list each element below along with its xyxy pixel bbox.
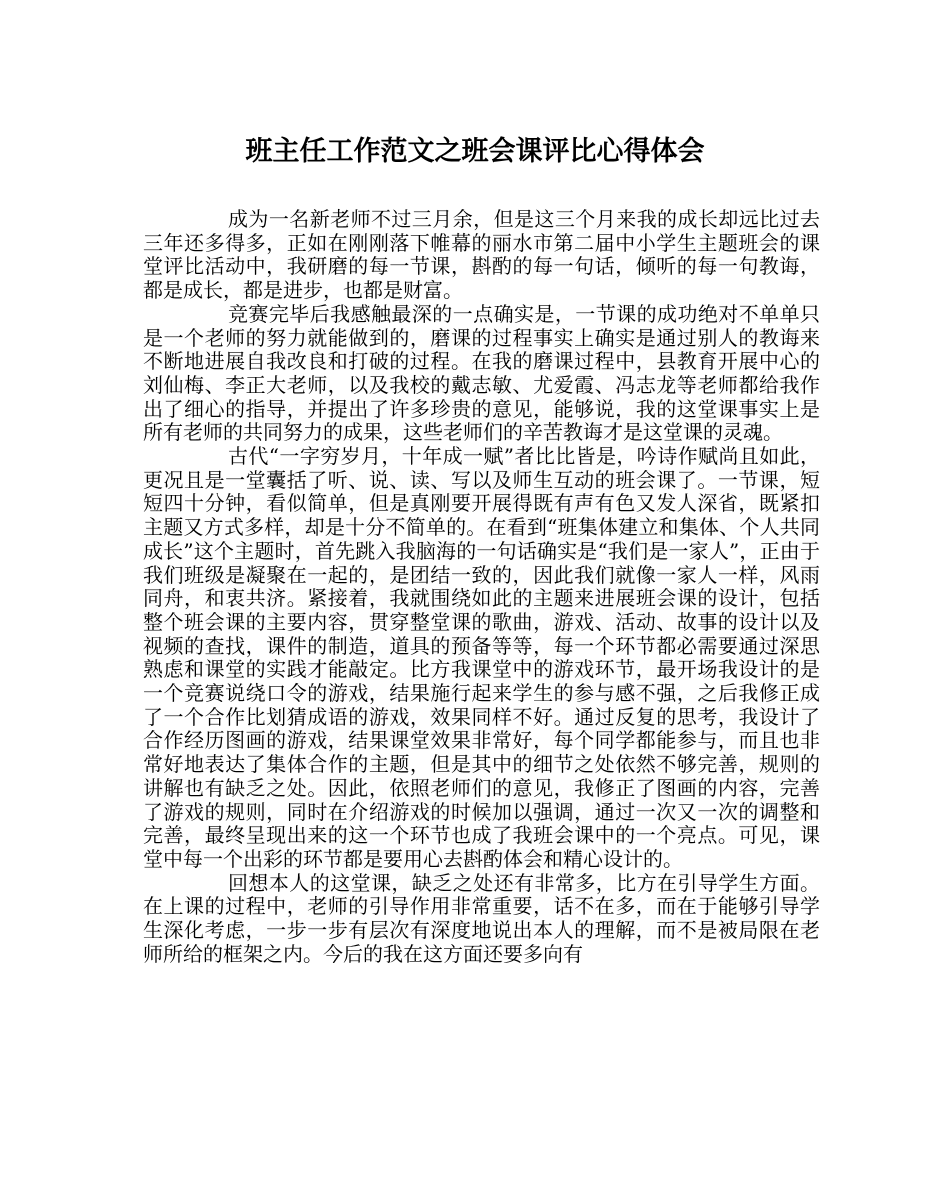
paragraph: 古代“一字穷岁月，十年成一赋”者比比皆是，吟诗作赋尚且如此，更况且是一堂囊括了听、说、读、写以及师生互动的班会课了。一节课，短短四十分钟，看似简单，但是真刚要开展得既有声有色又发人深省，既紧扣主题又方式多样，却是十分不简单的。在看到“班集体建立和集体、个人共同成长”这个主题时，首先跳入我脑海的一句话确实是“我们是一家人”，正由于我们班级是凝聚在一起的，是团结一致的，因此我们就像一家人一样，风雨同舟，和衷共济。紧接着，我就围绕如此的主题来进展班会课的设计，包括整个班会课的主要内容，贯穿整堂课的歌曲，游戏、活动、故事的设计以及视频的查找，课件的制造，道具的预备等等，每一个环节都必需要通过深思熟虑和课堂的实践才能敲定。比方我课堂中的游戏环节，最开场我设计的是一个竞赛说绕口令的游戏，结果施行起来学生的参与感不强，之后我修正成了一个合作比划猜成语的游戏，效果同样不好。通过反复的思考，我设计了合作经历图画的游戏，结果课堂效果非常好，每个同学都能参与，而且也非常好地表达了集体合作的主题，但是其中的细节之处依然不够完善，规则的讲解也有缺乏之处。因此，依照老师们的意见，我修正了图画的内容，完善了游戏的规则，同时在介绍游戏的时候加以强调，通过一次又一次的调整和完善，最终呈现出来的这一个环节也成了我班会课中的一个亮点。可见，课堂中每一个出彩的环节都是要用心去斟酌体会和精心设计的。 <box>143 444 820 871</box>
paragraph: 竞赛完毕后我感触最深的一点确实是，一节课的成功绝对不单单只是一个老师的努力就能做到的，磨课的过程事实上确实是通过别人的教诲来不断地进展自我改良和打破的过程。在我的磨课过程中，县教育开展中心的刘仙梅、李正大老师，以及我校的戴志敏、尤爱霞、冯志龙等老师都给我作出了细心的指导，并提出了许多珍贵的意见，能够说，我的这堂课事实上是所有老师的共同努力的成果，这些老师们的辛苦教诲才是这堂课的灵魂。 <box>143 301 820 445</box>
paragraph: 成为一名新老师不过三月余，但是这三个月来我的成长却远比过去三年还多得多，正如在刚刚落下帷幕的丽水市第二届中小学生主题班会的课堂评比活动中，我研磨的每一节课，斟酌的每一句话，倾听的每一句教诲，都是成长，都是进步，也都是财富。 <box>143 207 820 303</box>
paragraph: 回想本人的这堂课，缺乏之处还有非常多，比方在引导学生方面。在上课的过程中，老师的引导作用非常重要，话不在多，而在于能够引导学生深化考虑，一步一步有层次有深度地说出本人的理解，而不是被局限在老师所给的框架之内。今后的我在这方面还要多向有 <box>143 870 820 966</box>
document-title: 班主任工作范文之班会课评比心得体会 <box>245 136 705 167</box>
document-body <box>143 208 820 967</box>
